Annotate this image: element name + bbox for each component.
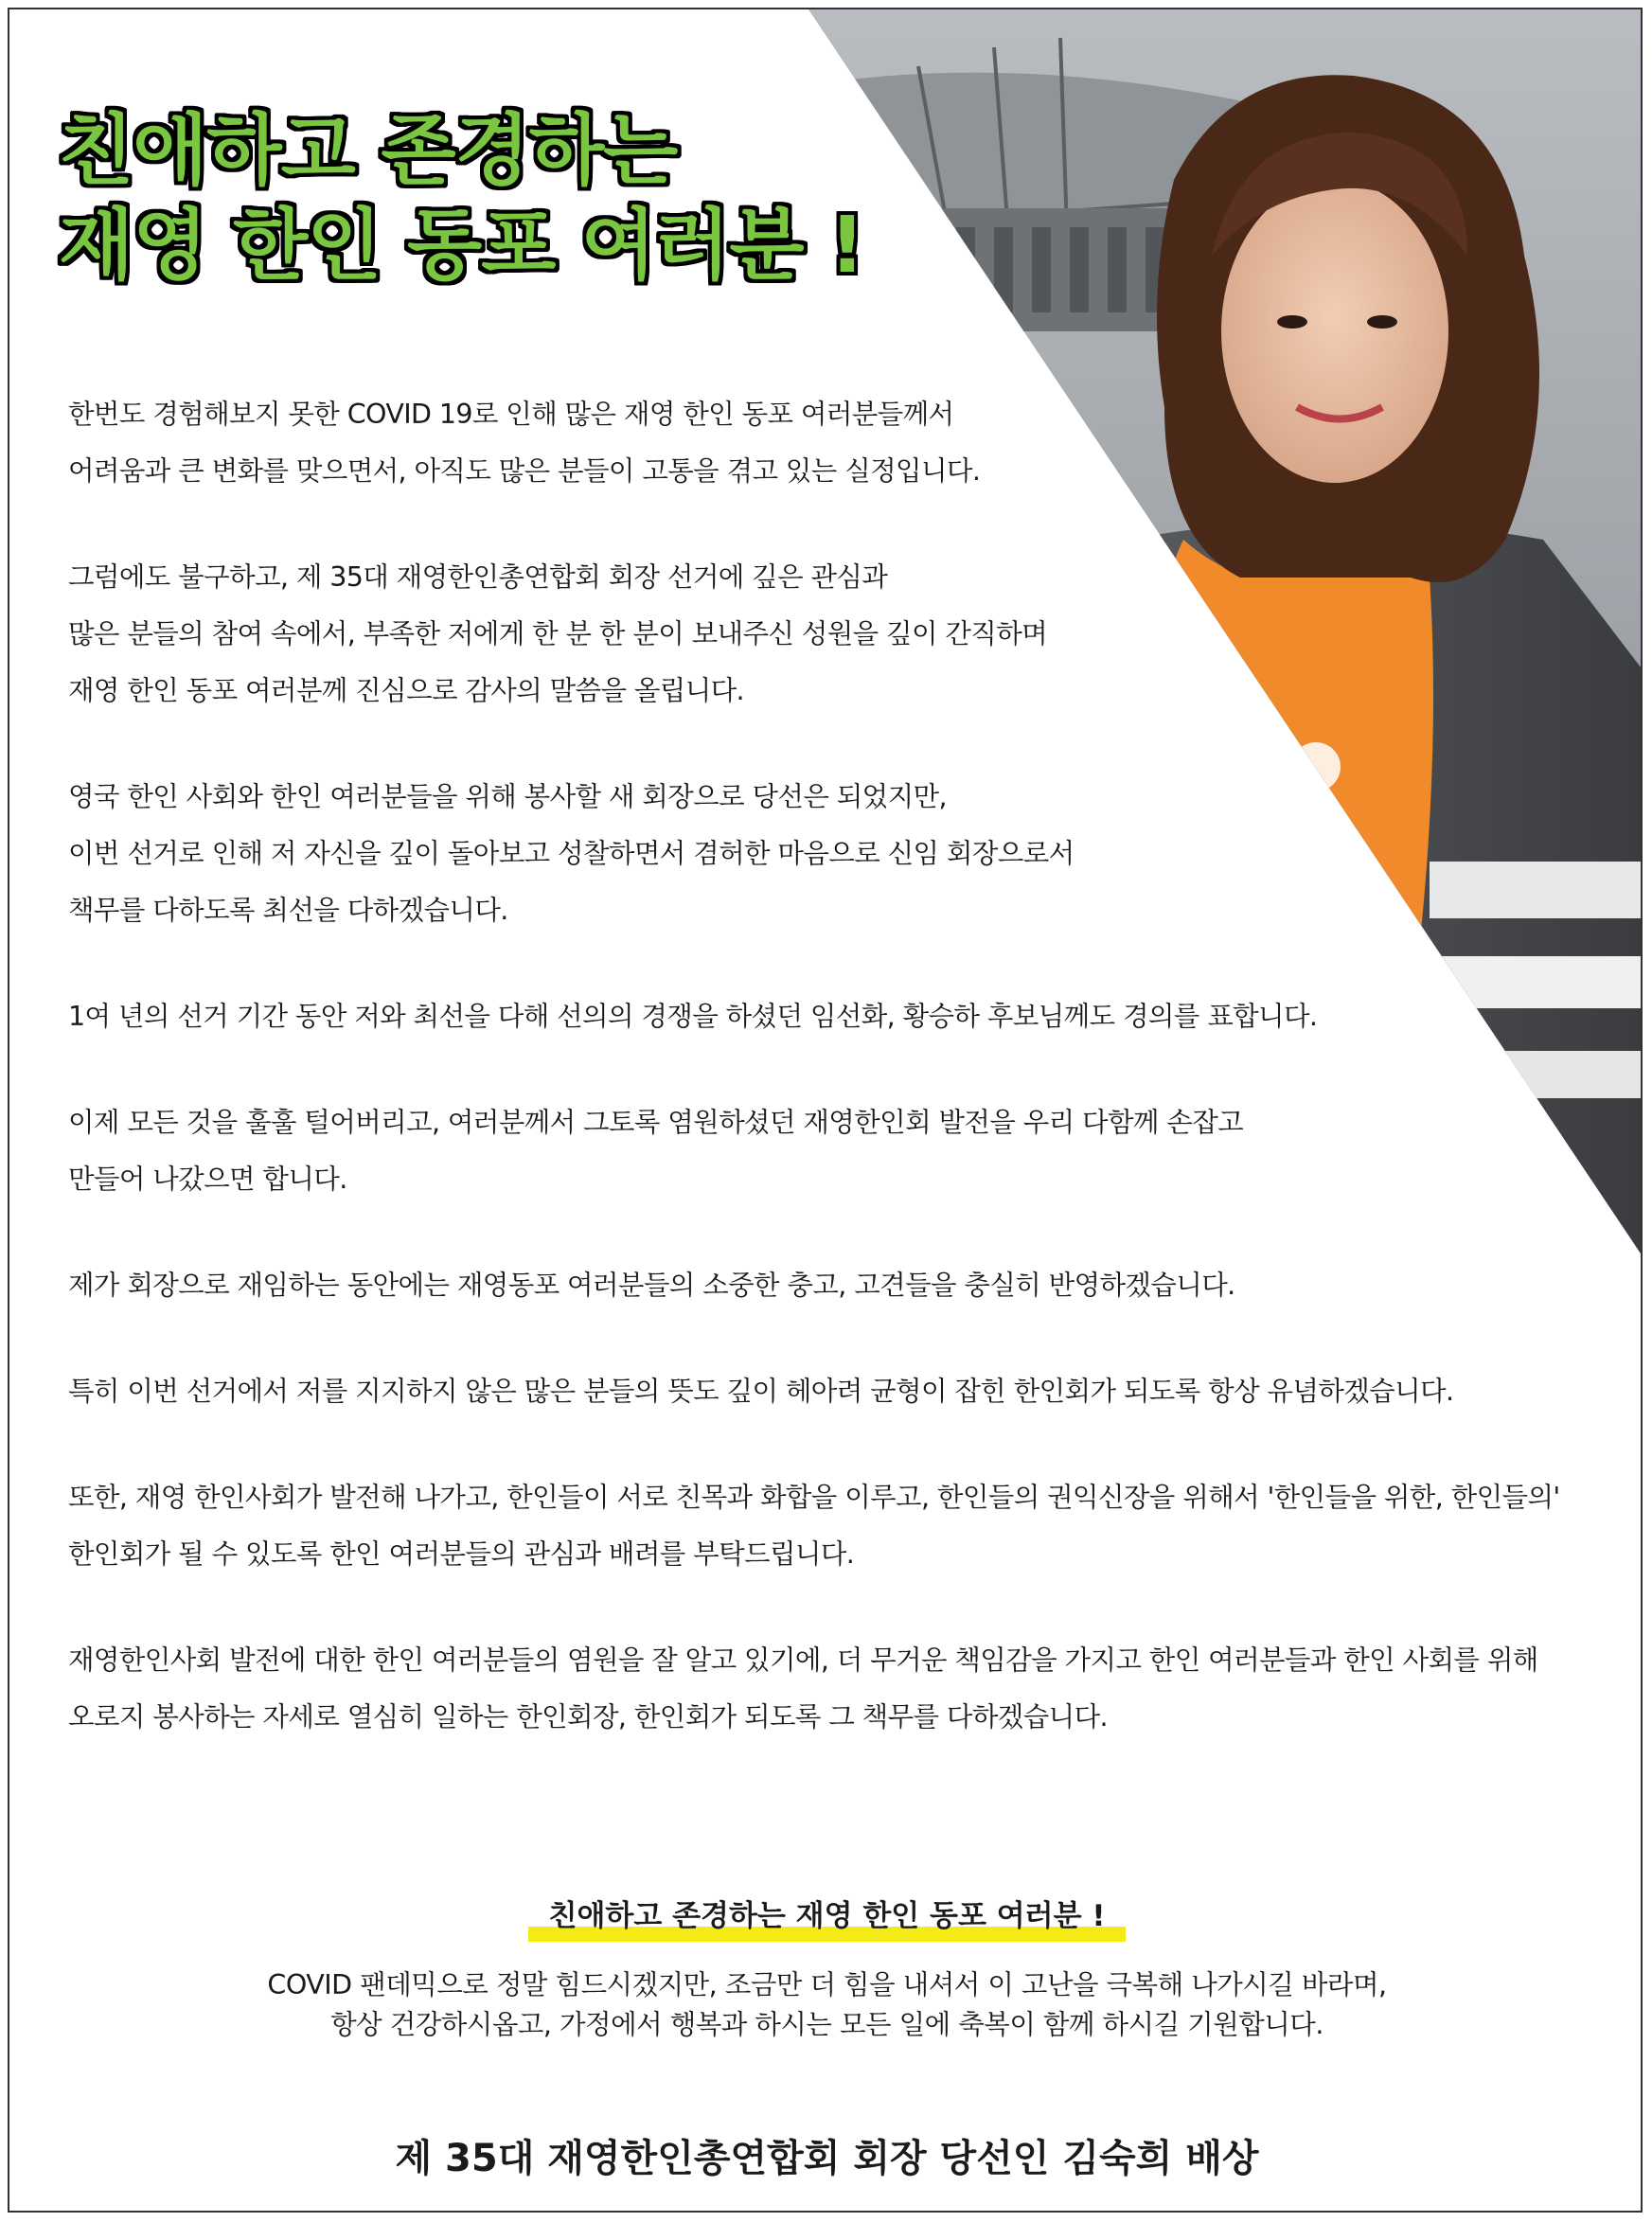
- headline: [59, 104, 864, 293]
- paragraph-line: 그럼에도 불구하고, 제 35대 재영한인총연합회 회장 선거에 깊은 관심과: [68, 561, 888, 593]
- paragraph: [68, 1469, 1602, 1583]
- paragraph: [68, 1363, 1602, 1420]
- closing-message: [9, 1965, 1643, 2045]
- letter-frame: [8, 8, 1643, 2213]
- paragraph-line: 이번 선거로 인해 저 자신을 깊이 돌아보고 성찰하면서 겸허한 마음으로 신임 회장으로서: [68, 838, 1075, 869]
- closing-title-highlight: [528, 1892, 1127, 1934]
- headline-line-2: 재영 한인 동포 여러분 !: [59, 201, 864, 291]
- letter-body: [68, 386, 1602, 1795]
- paragraph: [68, 1632, 1602, 1746]
- paragraph-line: 영국 한인 사회와 한인 여러분들을 위해 봉사할 새 회장으로 당선은 되었지만,: [68, 781, 947, 812]
- paragraph-line: 이제 모든 것을 훌훌 털어버리고, 여러분께서 그토록 염원하셨던 재영한인회 발전을 우리 다함께 손잡고: [68, 1107, 1244, 1138]
- paragraph-line: 많은 분들의 참여 속에서, 부족한 저에게 한 분 한 분이 보내주신 성원을 깊이 간직하며: [68, 618, 1048, 649]
- paragraph-line: 한인회가 될 수 있도록 한인 여러분들의 관심과 배려를 부탁드립니다.: [68, 1538, 855, 1570]
- paragraph-line: 또한, 재영 한인사회가 발전해 나가고, 한인들이 서로 친목과 화합을 이루고, 한인들의 권익신장을 위해서 '한인들을 위한, 한인들의': [68, 1482, 1560, 1513]
- paragraph-line: 한번도 경험해보지 못한 COVID 19로 인해 많은 재영 한인 동포 여러분들께서: [68, 399, 954, 430]
- closing-line-1: COVID 팬데믹으로 정말 힘드시겠지만, 조금만 더 힘을 내셔서 이 고난을 극복해 나가시길 바라며,: [267, 1969, 1387, 2000]
- paragraph-line: 특히 이번 선거에서 저를 지지하지 않은 많은 분들의 뜻도 깊이 헤아려 균형이 잡힌 한인회가 되도록 항상 유념하겠습니다.: [68, 1376, 1454, 1407]
- paragraph: [68, 988, 1602, 1045]
- paragraph-line: 1여 년의 선거 기간 동안 저와 최선을 다해 선의의 경쟁을 하셨던 임선화, 황승하 후보님께도 경의를 표합니다.: [68, 1001, 1318, 1032]
- closing-title: [9, 1892, 1643, 1934]
- paragraph-line: 재영한인사회 발전에 대한 한인 여러분들의 염원을 잘 알고 있기에, 더 무거운 책임감을 가지고 한인 여러분들과 한인 사회를 위해: [68, 1644, 1538, 1676]
- paragraph: [68, 769, 1602, 939]
- paragraph-line: 재영 한인 동포 여러분께 진심으로 감사의 말씀을 올립니다.: [68, 675, 745, 706]
- paragraph-line: 어려움과 큰 변화를 맞으면서, 아직도 많은 분들이 고통을 겪고 있는 실정입니다.: [68, 455, 981, 487]
- paragraph-line: 만들어 나갔으면 합니다.: [68, 1164, 347, 1195]
- paragraph: [68, 1257, 1602, 1314]
- paragraph-line: 제가 회장으로 재임하는 동안에는 재영동포 여러분들의 소중한 충고, 고견들을 충실히 반영하겠습니다.: [68, 1270, 1235, 1301]
- headline-line-1: 친애하고 존경하는: [59, 106, 678, 196]
- paragraph: [68, 549, 1602, 720]
- paragraph: [68, 386, 1602, 500]
- closing-title-text: 친애하고 존경하는 재영 한인 동포 여러분 !: [548, 1899, 1106, 1933]
- paragraph-line: 책무를 다하도록 최선을 다하겠습니다.: [68, 895, 508, 926]
- paragraph-line: 오로지 봉사하는 자세로 열심히 일하는 한인회장, 한인회가 되도록 그 책무를 다하겠습니다.: [68, 1701, 1108, 1733]
- closing-line-2: 항상 건강하시옵고, 가정에서 행복과 하시는 모든 일에 축복이 함께 하시길 기원합니다.: [330, 2009, 1323, 2040]
- signature: 제 35대 재영한인총연합회 회장 당선인 김숙희 배상: [395, 2137, 1259, 2180]
- paragraph: [68, 1094, 1602, 1208]
